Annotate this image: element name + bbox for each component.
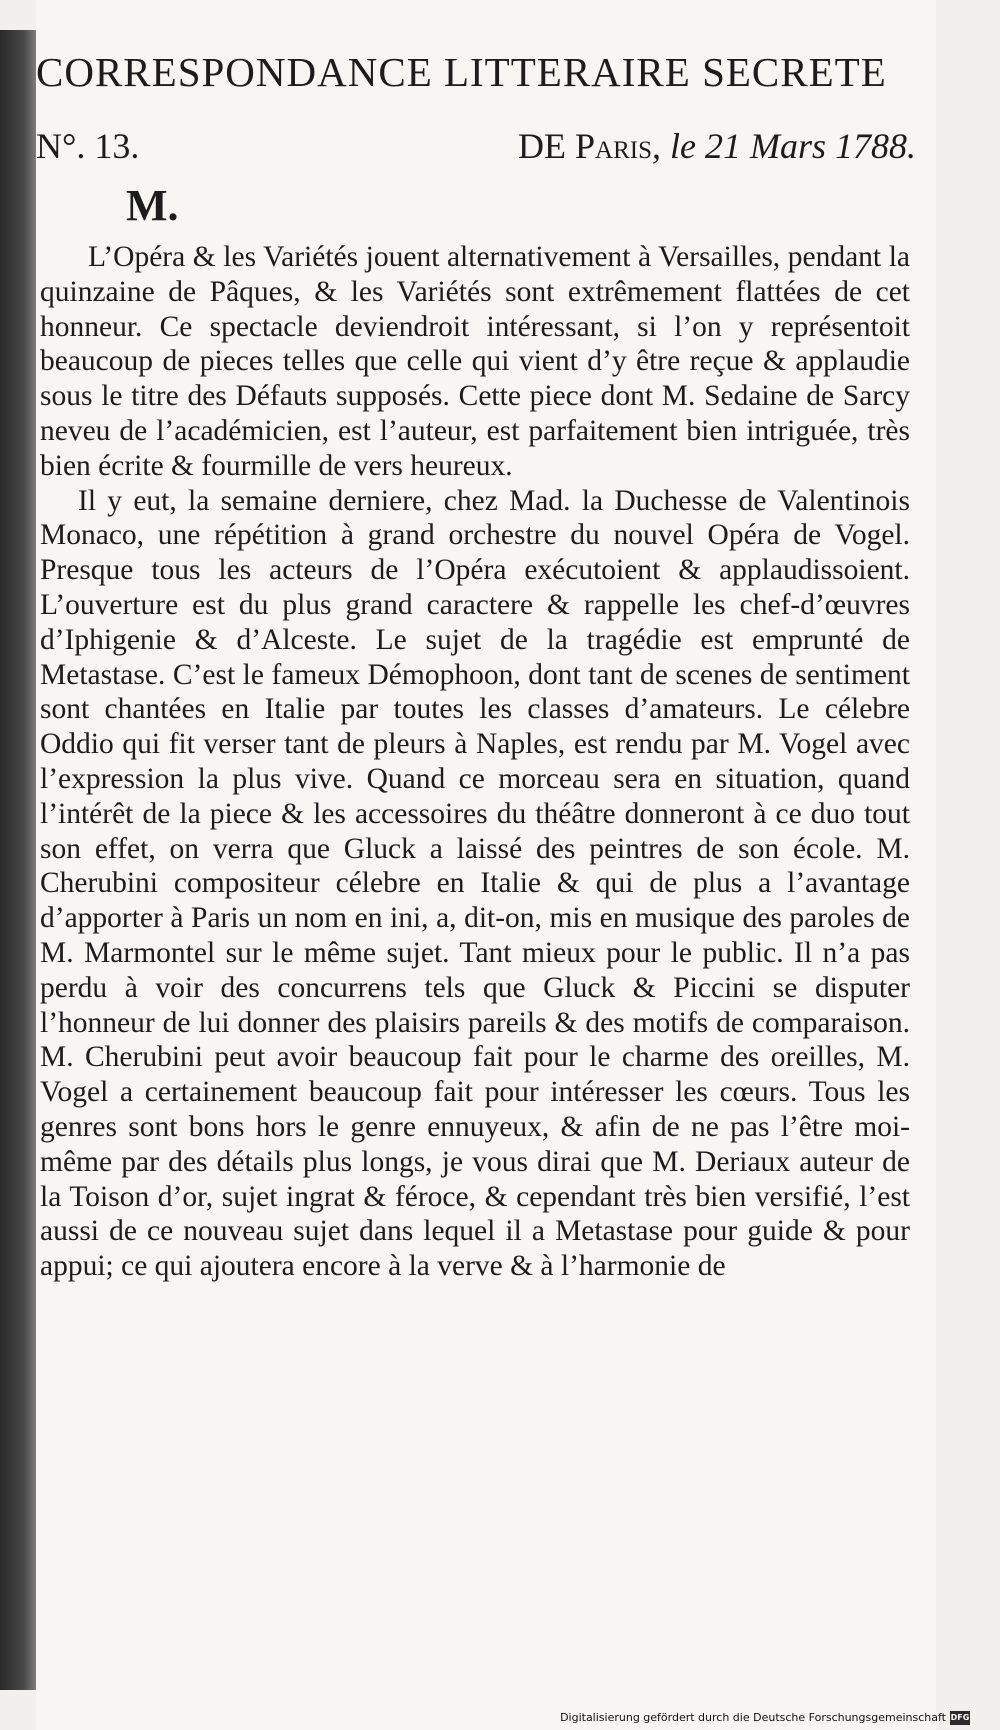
article-body [40, 240, 910, 1284]
paragraph-2: Il y eut, la semaine derniere, chez Mad. la Duchesse de Valentinois Monaco, une répétition à grand orchestre du nouvel Opéra de Vogel. Presque tous les acteurs de l’Opéra exécutoient & applaudissoient. L’ouverture est du plus grand caractere & rappelle les chef-d’œuvres d’Iphigenie & d’Alceste. Le sujet de la tragédie est emprunté de Metastase. C’est le fameux Démophoon, dont tant de scenes de sentiment sont chantées en Italie par toutes les classes d’amateurs. Le célebre Oddio qui fit verser tant de pleurs à Naples, est rendu par M. Vogel avec l’expression la plus vive. Quand ce morceau sera en situation, quand l’intérêt de la piece & les accessoires du théâtre donneront à ce duo tout son effet, on verra que Gluck a laissé des peintres de son école. M. Cherubini compositeur célebre en Italie & qui de plus a l’avantage d’apporter à Paris un nom en ini, a, dit-on, mis en musique des paroles de M. Marmontel sur le même sujet. Tant mieux pour le public. Il n’a pas perdu à voir des concurrens tels que Gluck & Piccini se disputer l’honneur de lui donner des plaisirs pareils & des motifs de comparaison. M. Cherubini peut avoir beaucoup fait pour le charme des oreilles, M. Vogel a certainement beaucoup fait pour intéresser les cœurs. Tous les genres sont bons hors le genre ennuyeux, & afin de ne pas l’être moi-même par des détails plus longs, je vous dirai que M. Deriaux auteur de la Toison d’or, sujet ingrat & féroce, & cependant très bien versifié, l’est aussi de ce nouveau sujet dans lequel il a Metastase pour guide & pour appui; ce qui ajoutera encore à la verve & à l’harmonie de [40, 484, 910, 1283]
place-prefix: DE [518, 126, 567, 166]
paragraph-1: L’Opéra & les Variétés jouent alternativement à Versailles, pendant la quinzaine de Pâques, & les Variétés sont extrêmement flattées de cet honneur. Ce spectacle deviendroit intéressant, si l’on y représentoit beaucoup de pieces telles que celle qui vient d’y être reçue & applaudie sous le titre des Défauts supposés. Cette piece dont M. Sedaine de Sarcy neveu de l’académicien, est l’auteur, est parfaitement bien intriguée, très bien écrite & fourmille de vers heureux. [40, 241, 910, 482]
issue-place-date [518, 125, 916, 167]
digitization-credit: Digitalisierung gefördert durch die Deutsche Forschungsgemeinschaft [560, 1711, 946, 1724]
issue-number: N°. 13. [36, 126, 140, 166]
place-name: Paris [575, 126, 652, 166]
dfg-logo: DFG [950, 1711, 970, 1725]
page-title: CORRESPONDANCE LITTERAIRE SECRETE [36, 49, 887, 95]
issue-line [36, 125, 916, 175]
opening-salutation: M. [126, 181, 179, 230]
issue-date: , le 21 Mars 1788. [652, 126, 916, 166]
